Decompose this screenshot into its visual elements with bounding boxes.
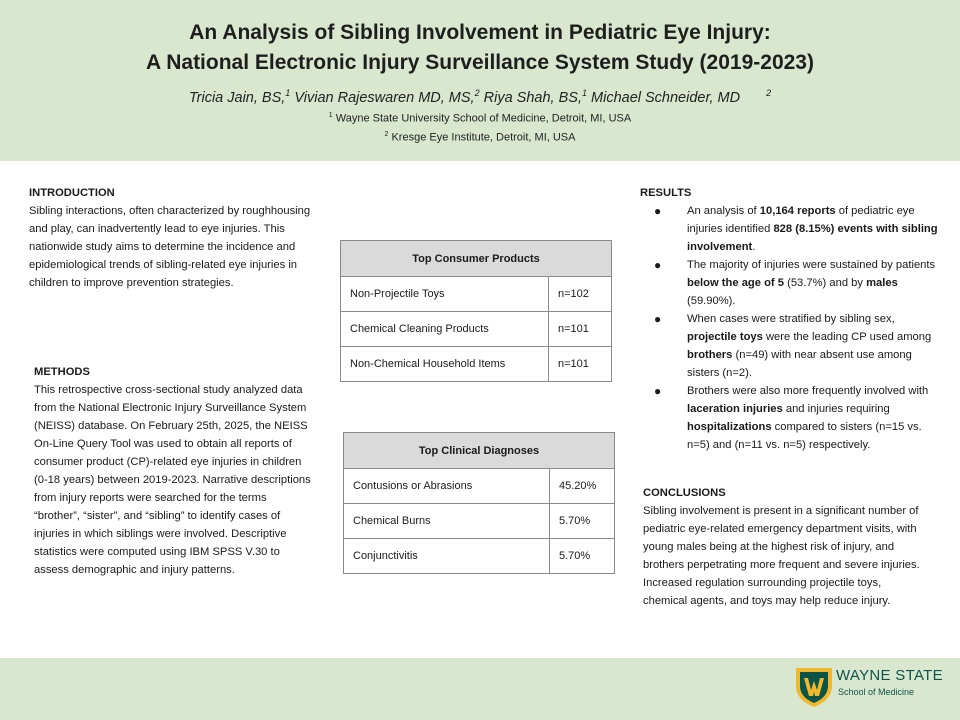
top-clinical-diagnoses-table	[343, 432, 615, 574]
affiliation-sup: 1	[328, 112, 333, 119]
introduction-heading: INTRODUCTION	[29, 187, 115, 199]
bullet-icon: ●	[654, 312, 662, 326]
results-bold-text: below the age of 5	[687, 277, 784, 289]
results-text: were the leading CP used among	[762, 331, 932, 343]
table-header: Top Clinical Diagnoses	[344, 433, 615, 469]
introduction-body: Sibling interactions, often characterized by roughhousing and play, can inadvertently lead to eye injuries. This nationwide study aims to determine the incidence and epidemiological trends of sibling-related eye injuries in children to improve prevention strategies.	[29, 205, 311, 289]
results-list	[640, 202, 940, 454]
table-header-row	[344, 433, 615, 469]
top-consumer-products-table	[340, 240, 612, 382]
author: Tricia Jain, BS,	[188, 89, 286, 106]
results-bold-text: brothers	[687, 349, 733, 361]
author-affil-sup: 1	[581, 88, 587, 98]
table-row	[344, 469, 615, 504]
table-cell-value: n=101	[549, 312, 612, 347]
logo-wordmark: WAYNE STATE	[836, 667, 943, 684]
results-bold-text: males	[866, 277, 898, 289]
results-bold-text: 828 (8.15%) events with sibling involvement	[687, 223, 938, 253]
author-affil-sup: 2	[766, 88, 772, 98]
results-bold-text: laceration injuries	[687, 403, 783, 415]
author: Vivian Rajeswaren MD, MS,	[290, 89, 475, 106]
results-text: and injuries requiring	[782, 403, 890, 415]
results-item	[640, 202, 940, 256]
table-row	[344, 504, 615, 539]
results-text: (59.90%).	[687, 295, 736, 307]
results-text: of pediatric eye injuries identified	[687, 205, 915, 235]
conclusions-heading: CONCLUSIONS	[643, 487, 726, 499]
table-header: Top Consumer Products	[341, 241, 612, 277]
methods-section	[34, 363, 314, 579]
bullet-icon: ●	[654, 384, 662, 398]
table-cell-value: 5.70%	[550, 504, 615, 539]
affiliation-sup: 2	[384, 131, 389, 138]
conclusions-body: Sibling involvement is present in a significant number of pediatric eye-related emergency department visits, with young males being at the highest risk of injury, and brothers perpetrating more frequent and severe injuries. Increased regulation surrounding projectile toys, chemical agents, and toys may help reduce injury.	[643, 505, 920, 607]
author-affil-sup: 1	[285, 88, 291, 98]
results-text: (53.7%) and by	[783, 277, 867, 289]
results-bold-text: 10,164 reports	[759, 205, 836, 217]
methods-body: This retrospective cross-sectional study analyzed data from the National Electronic Injury Surveillance System (NEISS) database. On February 25th, 2025, the NEISS On-Line Query Tool was used to obtain all reports of consumer product (CP)-related eye injuries in children (0-18 years) between 2019-2023. Narrative descriptions from injury reports were searched for the terms “brother”, “sister”, and “sibling” to identify cases of injuries in which siblings were involved. Descriptive statistics were computed using IBM SPSS V.30 to assess demographic and injury patterns.	[34, 384, 311, 576]
table-cell-label: Conjunctivitis	[344, 539, 550, 574]
table-cell-value: 45.20%	[550, 469, 615, 504]
bullet-icon: ●	[654, 258, 662, 272]
methods-heading: METHODS	[34, 366, 90, 378]
results-text: (n=49) with near absent use among sisters (n=2).	[687, 349, 912, 379]
results-text: compared to sisters (n=15 vs. n=5) and (n=11 vs. n=5) respectively.	[687, 421, 922, 451]
table-row	[341, 312, 612, 347]
results-text: An analysis of	[687, 205, 760, 217]
results-text: Brothers were also more frequently involved with	[687, 385, 929, 397]
results-item	[640, 310, 940, 382]
author-list	[0, 88, 960, 106]
affiliation-text: Wayne State University School of Medicine, Detroit, MI, USA	[335, 112, 632, 125]
table-cell-value: n=102	[549, 277, 612, 312]
affiliation-2	[0, 131, 960, 144]
table-cell-label: Chemical Cleaning Products	[341, 312, 549, 347]
table-cell-value: 5.70%	[550, 539, 615, 574]
table-cell-label: Non-Projectile Toys	[341, 277, 549, 312]
poster-title-line1: An Analysis of Sibling Involvement in Pediatric Eye Injury:	[189, 21, 771, 44]
table-cell-label: Non-Chemical Household Items	[341, 347, 549, 382]
author-affil-sup: 2	[474, 88, 480, 98]
results-bold-text: projectile toys	[687, 331, 763, 343]
logo-subtitle: School of Medicine	[838, 687, 915, 697]
table-cell-value: n=101	[549, 347, 612, 382]
bullet-icon: ●	[654, 204, 662, 218]
table-header-row	[341, 241, 612, 277]
results-section	[640, 184, 940, 454]
author: Riya Shah, BS,	[479, 89, 582, 106]
author: Michael Schneider, MD	[586, 89, 741, 106]
table-row	[341, 347, 612, 382]
table-cell-label: Chemical Burns	[344, 504, 550, 539]
results-text: The majority of injuries were sustained by patients	[687, 259, 936, 271]
introduction-section	[29, 184, 319, 292]
results-item	[640, 382, 940, 454]
table-cell-label: Contusions or Abrasions	[344, 469, 550, 504]
table-row	[341, 277, 612, 312]
results-bold-text: hospitalizations	[687, 421, 772, 433]
table-row	[344, 539, 615, 574]
results-text: .	[752, 241, 756, 253]
results-heading: RESULTS	[640, 187, 692, 199]
affiliation-text: Kresge Eye Institute, Detroit, MI, USA	[391, 131, 576, 144]
poster-title-line2: A National Electronic Injury Surveillance System Study (2019-2023)	[146, 51, 814, 74]
conclusions-section	[643, 484, 928, 610]
results-text: When cases were stratified by sibling sex,	[687, 313, 895, 325]
affiliation-1	[0, 112, 960, 125]
results-item	[640, 256, 940, 310]
